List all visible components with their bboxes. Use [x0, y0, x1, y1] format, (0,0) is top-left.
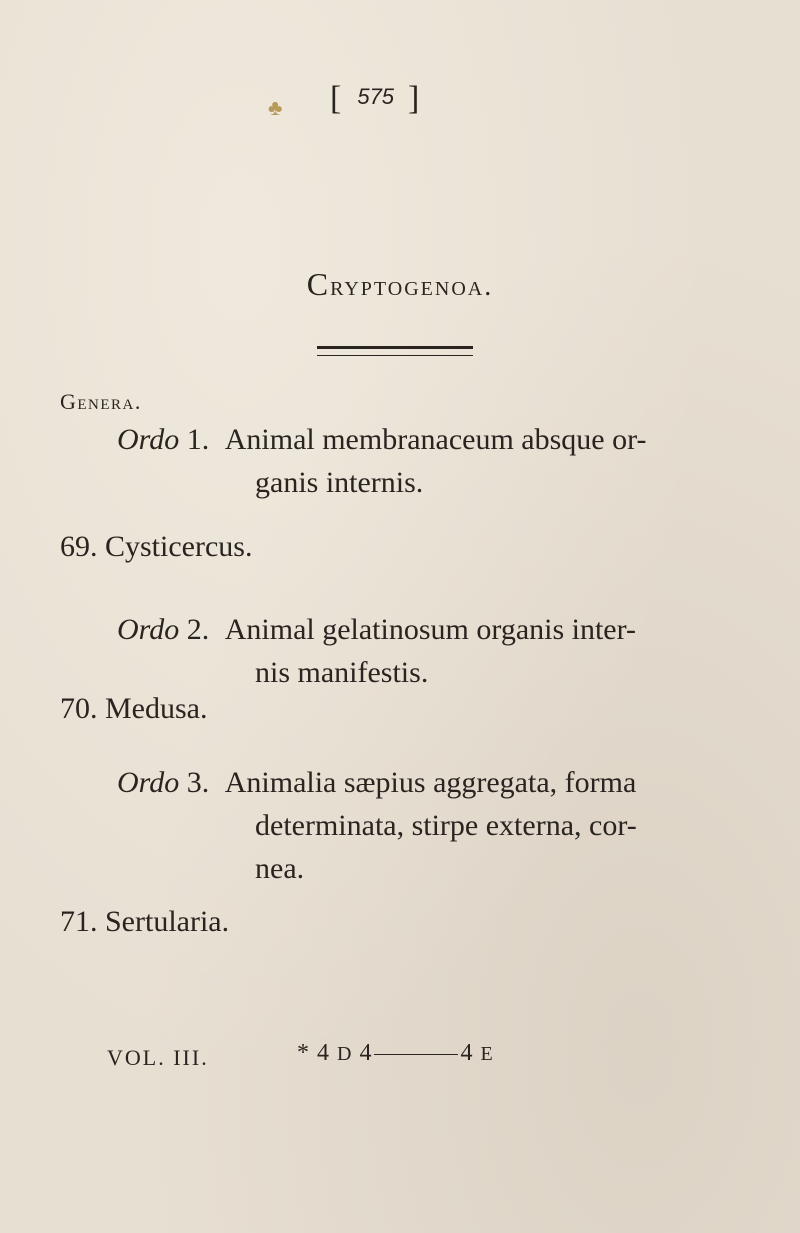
page-number: 575 — [357, 84, 395, 109]
genus-number: 70. — [60, 692, 98, 725]
genus-70 — [60, 692, 207, 726]
ordo-2-line-2: nis manifestis. — [255, 656, 429, 689]
genus-71 — [60, 905, 229, 939]
ordo-number: 2. — [186, 613, 210, 646]
ordo-2-line-1 — [117, 613, 636, 647]
title-initial: C — [306, 266, 331, 302]
ordo-number: 1. — [186, 423, 210, 456]
section-heading: Genera. — [60, 389, 142, 414]
ordo-label: Ordo — [117, 766, 180, 799]
ordo-description: Animalia sæpius aggregata, forma — [224, 766, 637, 799]
genus-number: 71. — [60, 905, 98, 938]
ordo-3-line-3: nea. — [255, 852, 305, 885]
ordo-description: Animal membranaceum absque or- — [224, 423, 647, 456]
volume-label: VOL. III. — [107, 1045, 209, 1070]
genus-number: 69. — [60, 530, 98, 563]
signature-letter-1: D — [337, 1043, 353, 1065]
printer-ornament-icon: ♣ — [268, 95, 283, 120]
signature-dash — [374, 1054, 458, 1055]
genus-name: Sertularia. — [105, 905, 230, 938]
ordo-label: Ordo — [117, 613, 180, 646]
genus-name: Cysticercus. — [105, 530, 253, 563]
ordo-3-line-2: determinata, stirpe externa, cor- — [255, 809, 637, 842]
signature-right: 4 — [460, 1040, 474, 1066]
page-header — [330, 80, 421, 118]
signature-mark — [297, 1040, 494, 1067]
title-rest: ryptogenoa. — [330, 271, 494, 302]
bracket-close: ] — [408, 80, 422, 117]
signature-mid: 4 — [359, 1040, 373, 1066]
signature-left: * 4 — [297, 1040, 330, 1066]
genus-69 — [60, 530, 252, 564]
title-rule — [317, 346, 473, 356]
ordo-1-line-1 — [117, 423, 646, 457]
ordo-1-line-2: ganis internis. — [255, 466, 424, 499]
genus-name: Medusa. — [105, 692, 208, 725]
ordo-number: 3. — [186, 766, 210, 799]
bracket-open: [ — [330, 80, 344, 117]
ordo-3-line-1 — [117, 766, 636, 800]
ordo-label: Ordo — [117, 423, 180, 456]
page-title — [0, 266, 800, 303]
ordo-description: Animal gelatinosum organis inter- — [224, 613, 637, 646]
signature-letter-2: E — [480, 1043, 494, 1065]
